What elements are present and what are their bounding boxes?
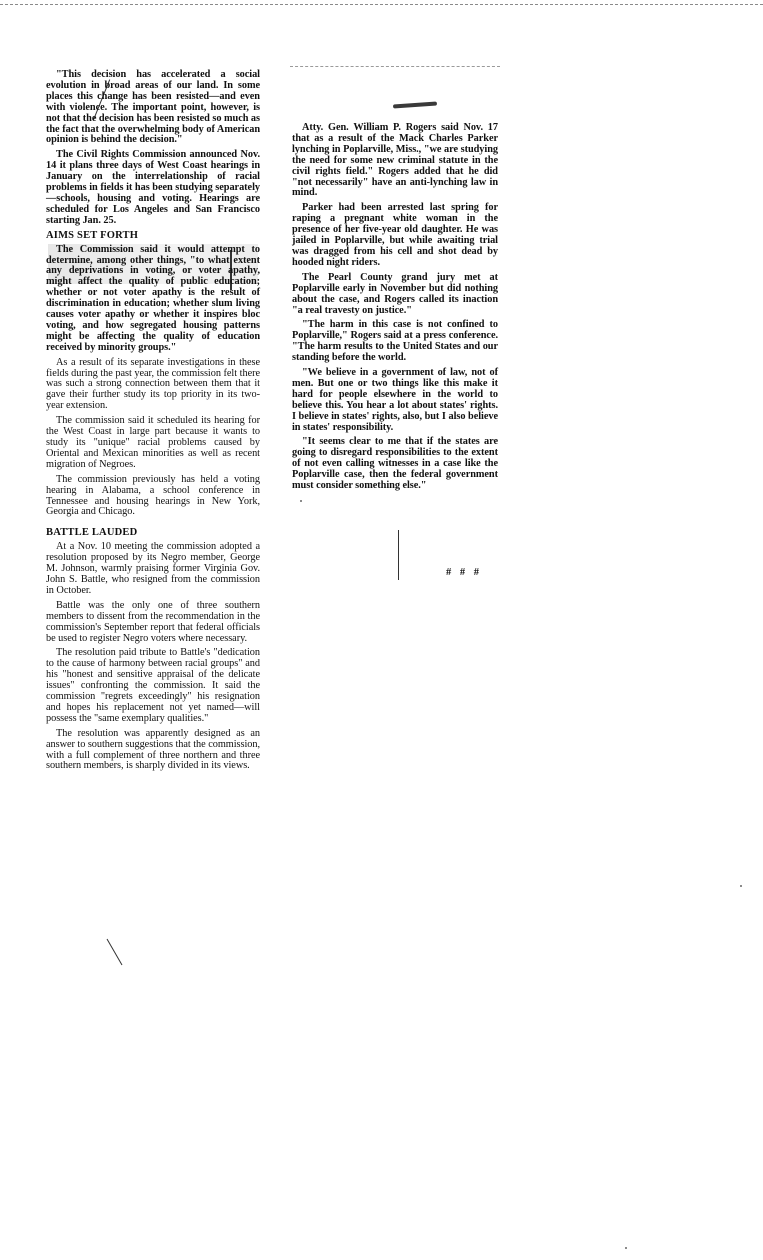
section-heading: AIMS SET FORTH — [46, 229, 139, 241]
scan-speck — [625, 1247, 627, 1249]
scan-speck — [300, 500, 302, 502]
paragraph: "This decision has accelerated a social evolution in broad areas of our land. In some places this change has been resisted—and even with violence. The important point, however, is not that the decision has been resisted so much as the fact that the overwhelming body of American opinion is behind the decision." — [46, 69, 260, 146]
paragraph: As a result of its separate investigations in these fields during the past year, the commission felt there was such a strong connection between them that it gave their further study its top priority in its two-year extension. — [46, 356, 260, 412]
paragraph: Battle was the only one of three southern members to dissent from the recommendation in the commission's September report that federal officials be used to register Negro voters where necessary. — [46, 599, 260, 644]
section-heading: BATTLE LAUDED — [46, 527, 138, 539]
scan-ink-mark — [398, 530, 399, 580]
ink-smudge — [393, 101, 437, 108]
paragraph: The Pearl County grand jury met at Poplarville early in November but did nothing about the case, and Rogers called its inaction "a real travesty on justice." — [292, 271, 498, 316]
paragraph: The commission said it scheduled its hearing for the West Coast in large part because it wants to study its "unique" racial problems caused by Oriental and Mexican minorities as well as recent migration of Negroes. — [46, 415, 260, 470]
paragraph: The Commission said it would attempt to determine, among other things, "to what extent any deprivations in voting, or voter apathy, might affect the quality of public education; whether or not voter apathy is the result of discrimination in education; whether slum living causes voter apathy or whether it inspires bloc voting, and how segregated housing patterns might be affecting the quality of education received by minority groups." — [46, 243, 260, 353]
paragraph: Parker had been arrested last spring for raping a pregnant white woman in the presence of her five-year old daughter. He was jailed in Poplarville, but while awaiting trial was dragged from his cell and shot dead by hooded night riders. — [292, 202, 498, 268]
column-top-rule — [290, 66, 500, 67]
paragraph: At a Nov. 10 meeting the commission adopted a resolution proposed by its Negro member, George M. Johnson, warmly praising former Virginia Gov. John S. Battle, who resigned from the commission in October. — [46, 541, 260, 596]
paragraph: The commission previously has held a voting hearing in Alabama, a school conference in Tennessee and housing hearings in New York, Georgia and Chicago. — [46, 473, 260, 518]
paragraph: "It seems clear to me that if the states are going to disregard responsibilities to the extent of not even calling witnesses in a case like the Poplarville case, then the federal government must consider something else." — [292, 436, 498, 492]
left-column — [46, 70, 260, 776]
page-top-rule — [0, 4, 763, 5]
paragraph: The resolution paid tribute to Battle's "dedication to the cause of harmony between racial groups" and his "honest and sensitive appraisal of the delicate issues" confronting the commission. It said the commission "regrets exceedingly" his resignation and hopes his replacement not yet named—will possess the "same exemplary qualities." — [46, 647, 260, 724]
right-column — [292, 123, 498, 496]
paragraph: The Civil Rights Commission announced Nov. 14 it plans three days of West Coast hearings in January on the interrelationship of racial problems in fields it has been studying separately—schools, housing and voting. Hearings are scheduled for Los Angeles and San Francisco starting Jan. 25. — [46, 149, 260, 226]
scan-ink-mark — [107, 939, 123, 965]
paragraph: "We believe in a government of law, not of men. But one or two things like this make it hard for people elsewhere in the world to believe this. You hear a lot about states' rights. I believe in states' rights, also, but I also believe in states' responsibility. — [292, 367, 498, 433]
scan-speck — [740, 885, 742, 887]
paragraph: Atty. Gen. William P. Rogers said Nov. 17 that as a result of the Mack Charles Parker lynching in Poplarville, Miss., "we are studying the need for some new criminal statute in the civil rights field." Rogers added that he did "not necessarily" have an anti-lynching law in mind. — [292, 122, 498, 199]
end-mark: # # # — [446, 567, 482, 578]
paragraph: The resolution was apparently designed as an answer to southern suggestions that the commission, with a full complement of three northern and three southern members, is sharply divided in its views. — [46, 727, 260, 772]
paragraph: "The harm in this case is not confined to Poplarville," Rogers said at a press conference. "The harm results to the United States and our standing before the world. — [292, 319, 498, 364]
